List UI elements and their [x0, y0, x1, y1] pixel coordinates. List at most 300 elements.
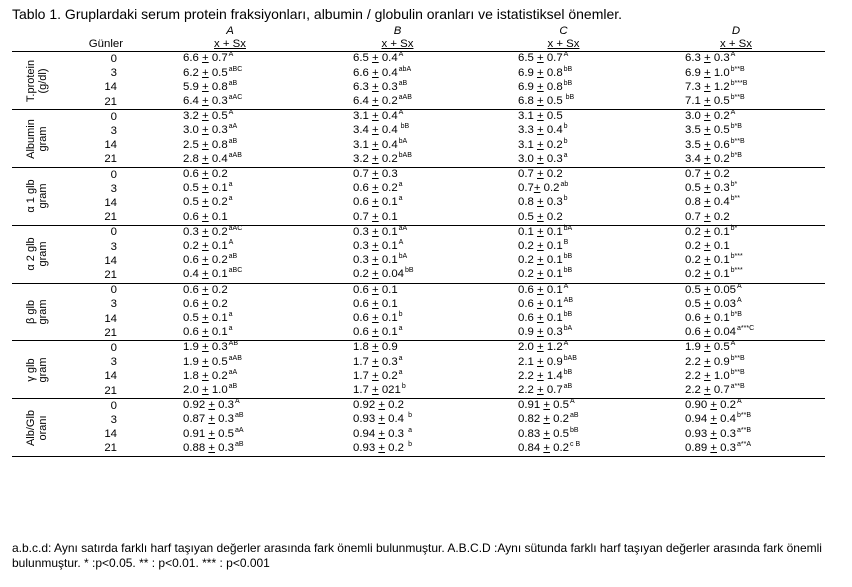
- significance-letters: bB: [563, 368, 573, 376]
- significance-letters: bB: [563, 267, 573, 275]
- value-cell: [480, 52, 647, 67]
- mean-sx: 0.7 + 0.2: [518, 168, 563, 181]
- significance-letters: a: [228, 311, 233, 319]
- significance-letters: a: [398, 195, 403, 203]
- significance-letters: b: [398, 311, 403, 319]
- mean-sx: 0.92 + 0.3: [183, 399, 234, 412]
- value-cell: [647, 341, 825, 356]
- significance-letters: AB: [228, 340, 238, 348]
- table-row: [12, 225, 825, 240]
- mean-sx: 0.6 + 0.2: [353, 182, 398, 195]
- value-cell: [315, 124, 480, 138]
- mean-sx: 0.3 + 0.2: [183, 225, 228, 238]
- mean-sx: 6.5 + 0.4: [353, 52, 398, 65]
- mean-sx: 1.9 + 0.3: [183, 341, 228, 354]
- significance-letters: aB: [563, 383, 573, 391]
- day-cell: 0: [62, 225, 145, 240]
- stat-header-c: x + Sx: [480, 38, 647, 52]
- significance-letters: A: [563, 51, 569, 59]
- significance-letters: a: [398, 325, 403, 333]
- significance-letters: bB: [563, 253, 573, 261]
- value-cell: [647, 211, 825, 226]
- table-row: [12, 442, 825, 457]
- table-row: [12, 298, 825, 312]
- day-cell: 14: [104, 196, 117, 209]
- significance-letters: aBC: [228, 267, 243, 275]
- significance-letters: A: [730, 51, 736, 59]
- significance-letters: A: [228, 239, 234, 247]
- mean-sx: 2.0 + 1.0: [183, 384, 228, 397]
- mean-sx: 0.94 + 0.4: [685, 413, 736, 426]
- mean-sx: 0.8 + 0.4: [685, 196, 730, 209]
- day-cell: 0: [62, 168, 145, 183]
- day-cell: 0: [62, 52, 145, 67]
- mean-sx: 5.9 + 0.8: [183, 80, 228, 93]
- significance-letters: b**B: [737, 412, 752, 420]
- value-cell: [145, 81, 315, 95]
- value-cell: [145, 268, 315, 283]
- value-cell: [145, 298, 315, 312]
- table-row: [12, 67, 825, 81]
- mean-sx: 6.6 + 0.4: [353, 66, 398, 79]
- value-cell: [315, 283, 480, 298]
- mean-sx: 0.5 + 0.1: [183, 312, 228, 325]
- table-row: [12, 240, 825, 254]
- mean-sx: 3.4 + 0.4: [353, 124, 398, 137]
- group-header-c: C: [559, 25, 568, 37]
- mean-sx: 6.5 + 0.7: [518, 52, 563, 65]
- significance-letters: AB: [563, 296, 573, 304]
- mean-sx: 0.7 + 0.1: [353, 210, 398, 223]
- value-cell: [315, 370, 480, 384]
- mean-sx: 0.6 + 0.2: [183, 254, 228, 267]
- value-cell: [480, 268, 647, 283]
- value-cell: [647, 428, 825, 442]
- value-cell: [315, 442, 480, 457]
- day-cell: 3: [110, 182, 117, 195]
- mean-sx: 0.2 + 0.1: [518, 254, 563, 267]
- mean-sx: 0.2 + 0.04: [353, 268, 404, 281]
- section-label: α 1 glb gram: [12, 168, 62, 226]
- day-cell: 14: [104, 139, 117, 152]
- significance-letters: A: [563, 340, 569, 348]
- mean-sx: 2.2 + 0.7: [518, 384, 563, 397]
- mean-sx: 0.90 + 0.2: [685, 399, 736, 412]
- significance-letters: b: [408, 412, 413, 420]
- significance-letters: a**A: [737, 440, 752, 448]
- value-cell: [647, 442, 825, 457]
- significance-letters: b**B: [730, 65, 745, 73]
- mean-sx: 2.2 + 1.4: [518, 369, 563, 382]
- value-cell: [145, 442, 315, 457]
- group-header-b: B: [393, 25, 402, 37]
- day-cell: 3: [110, 240, 117, 253]
- table-row: [12, 370, 825, 384]
- significance-letters: b: [563, 195, 568, 203]
- value-cell: [315, 196, 480, 210]
- value-cell: [315, 139, 480, 153]
- significance-letters: a: [408, 426, 413, 434]
- value-cell: [145, 211, 315, 226]
- mean-sx: 3.3 + 0.4: [518, 124, 563, 137]
- table-row: [12, 254, 825, 268]
- mean-sx: 0.1 + 0.1: [518, 225, 563, 238]
- value-cell: [480, 298, 647, 312]
- mean-sx: 1.9 + 0.5: [685, 341, 730, 354]
- mean-sx: 7.1 + 0.5: [685, 95, 730, 108]
- mean-sx: 3.0 + 0.2: [685, 110, 730, 123]
- mean-sx: 1.7 + 0.2: [353, 369, 398, 382]
- significance-letters: aBC: [228, 65, 243, 73]
- value-cell: [480, 211, 647, 226]
- significance-letters: a**B: [737, 426, 752, 434]
- value-cell: [145, 225, 315, 240]
- significance-letters: a: [398, 181, 403, 189]
- significance-letters: bB: [563, 94, 575, 102]
- significance-letters: A: [235, 398, 240, 406]
- value-cell: [480, 95, 647, 110]
- stat-header-b: x + Sx: [315, 38, 480, 52]
- mean-sx: 0.6 + 0.1: [183, 326, 228, 339]
- mean-sx: 0.2 + 0.1: [685, 254, 730, 267]
- value-cell: [145, 356, 315, 370]
- mean-sx: 6.3 + 0.3: [685, 52, 730, 65]
- mean-sx: 0.9 + 0.3: [518, 326, 563, 339]
- value-cell: [145, 384, 315, 399]
- value-cell: [145, 428, 315, 442]
- mean-sx: 0.82 + 0.2: [518, 413, 569, 426]
- mean-sx: 2.2 + 0.9: [685, 355, 730, 368]
- significance-letters: aAB: [228, 151, 242, 159]
- mean-sx: 0.83 + 0.5: [518, 427, 569, 440]
- table-row: [12, 52, 825, 67]
- significance-letters: b*: [730, 224, 738, 232]
- significance-letters: b*B: [730, 123, 742, 131]
- value-cell: [480, 399, 647, 414]
- mean-sx: 3.2 + 0.5: [183, 110, 228, 123]
- significance-letters: A: [737, 398, 742, 406]
- significance-letters: b: [401, 383, 406, 391]
- mean-sx: 6.9 + 0.8: [518, 66, 563, 79]
- significance-letters: b**B: [730, 94, 745, 102]
- group-header-d: D: [731, 25, 741, 37]
- value-cell: [647, 384, 825, 399]
- mean-sx: 3.1 + 0.5: [518, 110, 563, 123]
- mean-sx: 0.6 + 0.2: [183, 283, 228, 296]
- significance-letters: b*B: [730, 311, 742, 319]
- value-cell: [145, 95, 315, 110]
- mean-sx: 0.2 + 0.1: [685, 268, 730, 281]
- significance-letters: a: [398, 354, 403, 362]
- significance-letters: bA: [563, 325, 573, 333]
- significance-letters: aB: [235, 412, 244, 420]
- significance-letters: A: [730, 340, 736, 348]
- day-cell: 14: [104, 370, 117, 383]
- significance-letters: A: [730, 109, 736, 117]
- value-cell: [480, 370, 647, 384]
- day-cell: 21: [104, 326, 117, 339]
- mean-sx: 0.7 + 0.2: [685, 168, 730, 181]
- mean-sx: 0.2 + 0.1: [518, 268, 563, 281]
- mean-sx: 0.93 + 0.4: [353, 413, 408, 426]
- significance-letters: ab: [560, 181, 569, 189]
- mean-sx: 6.9 + 1.0: [685, 66, 730, 79]
- value-cell: [647, 124, 825, 138]
- mean-sx: 2.8 + 0.4: [183, 152, 228, 165]
- day-cell: 14: [104, 81, 117, 94]
- mean-sx: 0.3 + 0.1: [353, 254, 398, 267]
- value-cell: [480, 384, 647, 399]
- mean-sx: 0.5 + 0.05: [685, 283, 736, 296]
- value-cell: [480, 124, 647, 138]
- value-cell: [145, 67, 315, 81]
- value-cell: [315, 52, 480, 67]
- mean-sx: 0.7 + 0.3: [353, 168, 398, 181]
- header-group-row: [12, 25, 825, 38]
- significance-letters: b*B: [730, 151, 742, 159]
- mean-sx: 0.6 + 0.2: [183, 297, 228, 310]
- value-cell: [647, 356, 825, 370]
- value-cell: [145, 283, 315, 298]
- value-cell: [315, 95, 480, 110]
- value-cell: [480, 139, 647, 153]
- significance-letters: aAC: [228, 94, 243, 102]
- value-cell: [647, 326, 825, 341]
- significance-letters: a**B: [730, 383, 745, 391]
- table-row: [12, 110, 825, 125]
- significance-letters: abA: [398, 65, 412, 73]
- mean-sx: 0.88 + 0.3: [183, 441, 234, 454]
- mean-sx: 1.9 + 0.5: [183, 355, 228, 368]
- significance-letters: b*: [730, 181, 738, 189]
- value-cell: [145, 139, 315, 153]
- significance-letters: aA: [228, 368, 238, 376]
- table-row: [12, 196, 825, 210]
- significance-letters: bB: [405, 267, 414, 275]
- value-cell: [315, 153, 480, 168]
- mean-sx: 0.4 + 0.1: [183, 268, 228, 281]
- significance-letters: B: [563, 239, 569, 247]
- value-cell: [315, 384, 480, 399]
- mean-sx: 3.5 + 0.5: [685, 124, 730, 137]
- value-cell: [647, 298, 825, 312]
- significance-letters: aB: [228, 383, 238, 391]
- value-cell: [480, 428, 647, 442]
- day-cell: 3: [110, 413, 117, 426]
- stat-header-a: x + Sx: [145, 38, 315, 52]
- significance-letters: aA: [235, 426, 244, 434]
- value-cell: [480, 225, 647, 240]
- significance-letters: A: [228, 109, 234, 117]
- value-cell: [315, 428, 480, 442]
- table-row: [12, 168, 825, 183]
- day-cell: 3: [110, 67, 117, 80]
- value-cell: [647, 153, 825, 168]
- significance-letters: b: [563, 123, 568, 131]
- mean-sx: 2.2 + 0.7: [685, 384, 730, 397]
- mean-sx: 0.6 + 0.1: [353, 297, 398, 310]
- value-cell: [145, 326, 315, 341]
- mean-sx: 0.6 + 0.1: [518, 312, 563, 325]
- mean-sx: 0.5 + 0.1: [183, 182, 228, 195]
- significance-letters: b: [563, 137, 568, 145]
- significance-letters: bB: [398, 123, 410, 131]
- significance-letters: a: [228, 181, 233, 189]
- value-cell: [480, 81, 647, 95]
- significance-letters: b***: [730, 253, 743, 261]
- value-cell: [480, 153, 647, 168]
- mean-sx: 0.2 + 0.1: [685, 240, 730, 253]
- mean-sx: 6.8 + 0.5: [518, 95, 563, 108]
- mean-sx: 0.5 + 0.3: [685, 182, 730, 195]
- mean-sx: 0.6 + 0.04: [685, 326, 736, 339]
- section-label: T.protein (g/dl): [12, 52, 62, 110]
- table-row: [12, 399, 825, 414]
- value-cell: [647, 312, 825, 326]
- table-title: Tablo 1. Gruplardaki serum protein fraksiyonları, albumin / globulin oranları ve istatistiksel önemler.: [12, 6, 623, 22]
- day-cell: 0: [62, 399, 145, 414]
- significance-letters: aA: [398, 224, 408, 232]
- days-header: Günler: [62, 38, 145, 52]
- value-cell: [480, 413, 647, 427]
- value-cell: [647, 225, 825, 240]
- value-cell: [145, 124, 315, 138]
- day-cell: 3: [110, 298, 117, 311]
- value-cell: [647, 370, 825, 384]
- value-cell: [480, 326, 647, 341]
- table-row: [12, 384, 825, 399]
- mean-sx: 0.84 + 0.2: [518, 441, 569, 454]
- mean-sx: 3.1 + 0.4: [353, 138, 398, 151]
- mean-sx: 6.4 + 0.3: [183, 95, 228, 108]
- significance-letters: aB: [228, 79, 238, 87]
- value-cell: [647, 268, 825, 283]
- table-row: [12, 326, 825, 341]
- value-cell: [480, 341, 647, 356]
- significance-letters: A: [563, 282, 569, 290]
- mean-sx: 0.91 + 0.5: [183, 427, 234, 440]
- table-row: [12, 95, 825, 110]
- mean-sx: 0.6 + 0.1: [353, 312, 398, 325]
- value-cell: [647, 399, 825, 414]
- significance-letters: aB: [228, 137, 238, 145]
- day-cell: 21: [104, 442, 117, 455]
- mean-sx: 2.2 + 1.0: [685, 369, 730, 382]
- value-cell: [647, 81, 825, 95]
- value-cell: [315, 298, 480, 312]
- group-header-a: A: [226, 25, 234, 37]
- value-cell: [315, 312, 480, 326]
- significance-letters: A: [398, 239, 404, 247]
- mean-sx: 0.3 + 0.1: [353, 225, 398, 238]
- significance-letters: bAB: [563, 354, 577, 362]
- significance-letters: b**B: [730, 368, 745, 376]
- mean-sx: 0.6 + 0.2: [183, 168, 228, 181]
- value-cell: [315, 356, 480, 370]
- mean-sx: 0.6 + 0.1: [518, 297, 563, 310]
- significance-letters: b**B: [730, 354, 745, 362]
- significance-letters: b***B: [730, 79, 748, 87]
- mean-sx: 3.2 + 0.2: [353, 152, 398, 165]
- mean-sx: 0.5 + 0.2: [518, 210, 563, 223]
- mean-sx: 0.6 + 0.1: [183, 210, 228, 223]
- mean-sx: 0.6 + 0.1: [353, 196, 398, 209]
- value-cell: [315, 399, 480, 414]
- significance-letters: a: [398, 368, 403, 376]
- table-row: [12, 268, 825, 283]
- significance-letters: aB: [235, 440, 244, 448]
- value-cell: [315, 81, 480, 95]
- value-cell: [647, 283, 825, 298]
- mean-sx: 3.1 + 0.2: [518, 138, 563, 151]
- value-cell: [315, 211, 480, 226]
- mean-sx: 0.91 + 0.5: [518, 399, 569, 412]
- mean-sx: 6.2 + 0.5: [183, 66, 228, 79]
- value-cell: [647, 139, 825, 153]
- mean-sx: 0.87 + 0.3: [183, 413, 234, 426]
- significance-letters: bA: [398, 253, 408, 261]
- value-cell: [315, 341, 480, 356]
- mean-sx: 0.93 + 0.2: [353, 441, 408, 454]
- mean-sx: 1.8 + 0.2: [183, 369, 228, 382]
- value-cell: [315, 240, 480, 254]
- section-label: Albumin gram: [12, 110, 62, 168]
- significance-letters: A: [737, 296, 742, 304]
- value-cell: [315, 110, 480, 125]
- value-cell: [145, 370, 315, 384]
- section-label: α 2 glb gram: [12, 225, 62, 283]
- value-cell: [145, 196, 315, 210]
- mean-sx: 2.5 + 0.8: [183, 138, 228, 151]
- mean-sx: 0.2 + 0.1: [183, 240, 228, 253]
- mean-sx: 3.4 + 0.2: [685, 152, 730, 165]
- day-cell: 3: [110, 356, 117, 369]
- table-footnote: a.b.c.d: Aynı satırda farklı harf taşıyan değerler arasında fark önemli bulunmuştur. A.B.C.D :Aynı sütunda farklı harf taşıyan değerler arasında fark önemli bulunmuştur. * :p<0.05. ** : p<0.01. *** : p<0.001: [12, 541, 822, 570]
- mean-sx: 3.0 + 0.3: [518, 152, 563, 165]
- value-cell: [315, 182, 480, 196]
- value-cell: [315, 225, 480, 240]
- mean-sx: 0.92 + 0.2: [353, 399, 404, 412]
- value-cell: [315, 268, 480, 283]
- mean-sx: 0.7+ 0.2: [518, 182, 560, 195]
- section-label: Alb/Glb oranı: [12, 399, 62, 457]
- value-cell: [145, 52, 315, 67]
- significance-letters: A: [398, 109, 404, 117]
- mean-sx: 0.6 + 0.1: [353, 326, 398, 339]
- significance-letters: bB: [563, 65, 573, 73]
- mean-sx: 0.5 + 0.2: [183, 196, 228, 209]
- significance-letters: bAB: [398, 151, 412, 159]
- mean-sx: 7.3 + 1.2: [685, 80, 730, 93]
- significance-letters: aB: [570, 412, 579, 420]
- mean-sx: 2.0 + 1.2: [518, 341, 563, 354]
- value-cell: [315, 168, 480, 183]
- value-cell: [315, 413, 480, 427]
- day-cell: 0: [62, 110, 145, 125]
- mean-sx: 2.1 + 0.9: [518, 355, 563, 368]
- day-cell: 21: [104, 268, 117, 281]
- mean-sx: 6.9 + 0.8: [518, 80, 563, 93]
- mean-sx: 0.89 + 0.3: [685, 441, 736, 454]
- significance-letters: A: [570, 398, 575, 406]
- mean-sx: 0.93 + 0.3: [685, 427, 736, 440]
- value-cell: [145, 153, 315, 168]
- value-cell: [145, 399, 315, 414]
- stat-header-d: x + Sx: [647, 38, 825, 52]
- table-row: [12, 356, 825, 370]
- table-row: [12, 81, 825, 95]
- value-cell: [315, 326, 480, 341]
